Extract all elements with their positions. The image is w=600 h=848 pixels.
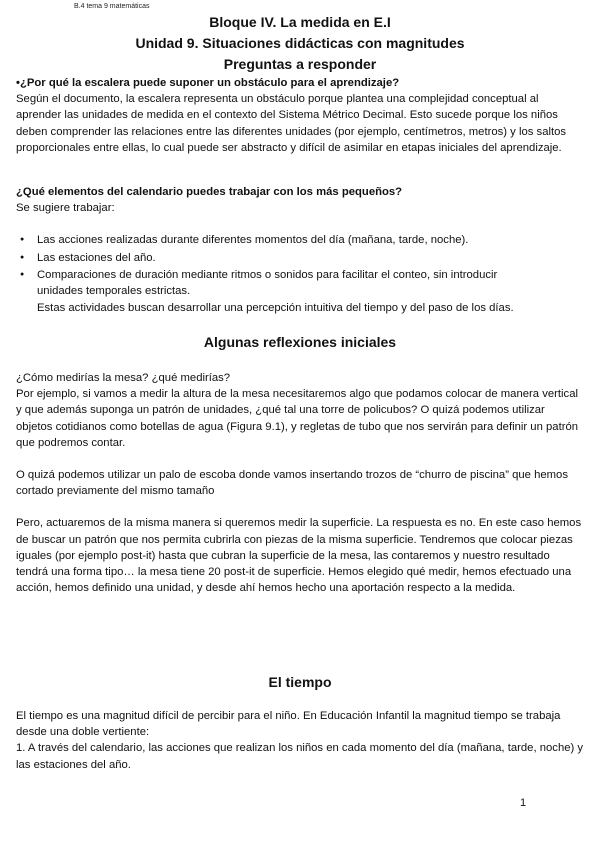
answer-2-intro: Se sugiere trabajar: — [16, 202, 115, 215]
title-block: Bloque IV. La medida en E.I — [209, 14, 391, 30]
list-item: ● Comparaciones de duración mediante ritmos o sonidos para facilitar el conteo, sin introducir unidades temporales estrictas. — [16, 267, 517, 299]
title-unit: Unidad 9. Situaciones didácticas con magnitudes — [135, 35, 465, 51]
question-2-section — [16, 184, 584, 316]
reflections-question: ¿Cómo medirías la mesa? ¿qué medirías? — [16, 372, 231, 384]
reflections-paragraph-2: O quizá podemos utilizar un palo de escoba donde vamos insertando trozos de “churro de piscina” que hemos cortado previamente del mismo tamaño — [16, 469, 568, 498]
question-1: •¿Por qué la escalera puede suponer un obstáculo para el aprendizaje? — [16, 77, 400, 89]
header-tag: B.4 tema 9 matemáticas — [74, 3, 150, 10]
title-questions: Preguntas a responder — [223, 56, 377, 72]
reflections-paragraph-3: Pero, actuaremos de la misma manera si queremos medir la superficie. La respuesta es no. En este caso hemos de buscar un patrón que nos permita cubrirla con piezas de la misma superficie. Tendremos que colocar piezas iguales (por ejemplo post-it) hasta que cubran la superficie de la mesa, las contaremos y nuestro resultado tendrá una forma tipo… la mesa tiene 20 post-it de superficie. Hemos elegido qué medir, hemos efectuado una acción, hemos definido una unidad, y desde ahí hemos hecho una aportación respecto a la medida. — [16, 517, 582, 595]
time-heading: El tiempo — [268, 674, 332, 690]
calendar-list — [16, 232, 584, 299]
list-item: ● Las estaciones del año. — [16, 250, 584, 266]
answer-1: Según el documento, la escalera representa un obstáculo porque plantea una complejidad conceptual al aprender las unidades de medida en el contexto del Sistema Métrico Decimal. Esto sucede porque los niños deben comprender las relaciones entre las diferentes unidades (por ejemplo, centímetros, metros) y los saltos proporcionales entre ellas, lo cual puede ser abstracto y difícil de asimilar en etapas iniciales del aprendizaje. — [16, 93, 567, 154]
question-2: ¿Qué elementos del calendario puedes trabajar con los más pequeños? — [16, 186, 403, 198]
time-paragraph-2: 1. A través del calendario, las acciones que realizan los niños en cada momento del día (mañana, tarde, noche) y las estaciones del año. — [16, 742, 584, 771]
reflections-heading: Algunas reflexiones iniciales — [203, 334, 397, 350]
page-number: 1 — [520, 797, 527, 809]
reflections-paragraph-1: Por ejemplo, si vamos a medir la altura de la mesa necesitaremos algo que podamos colocar de manera vertical y que además suponga un patrón de unidades, ¿qué tal una torre de policubos? O quizá podemos utilizar objetos cotidianos como botellas de agua (Figura 9.1), y regletas de tubo que nos servirán para definir un patrón que podremos contar. — [16, 388, 579, 449]
reflections-section — [16, 370, 584, 596]
list-item: ● Las acciones realizadas durante diferentes momentos del día (mañana, tarde, noche). — [16, 232, 584, 248]
question-1-section — [16, 75, 584, 156]
time-paragraph-1: El tiempo es una magnitud difícil de percibir para el niño. En Educación Infantil la magnitud tiempo se trabaja desde una doble vertiente: — [16, 710, 561, 739]
answer-2-closing: Estas actividades buscan desarrollar una percepción intuitiva del tiempo y del paso de los días. — [37, 302, 514, 315]
time-section — [16, 708, 584, 773]
